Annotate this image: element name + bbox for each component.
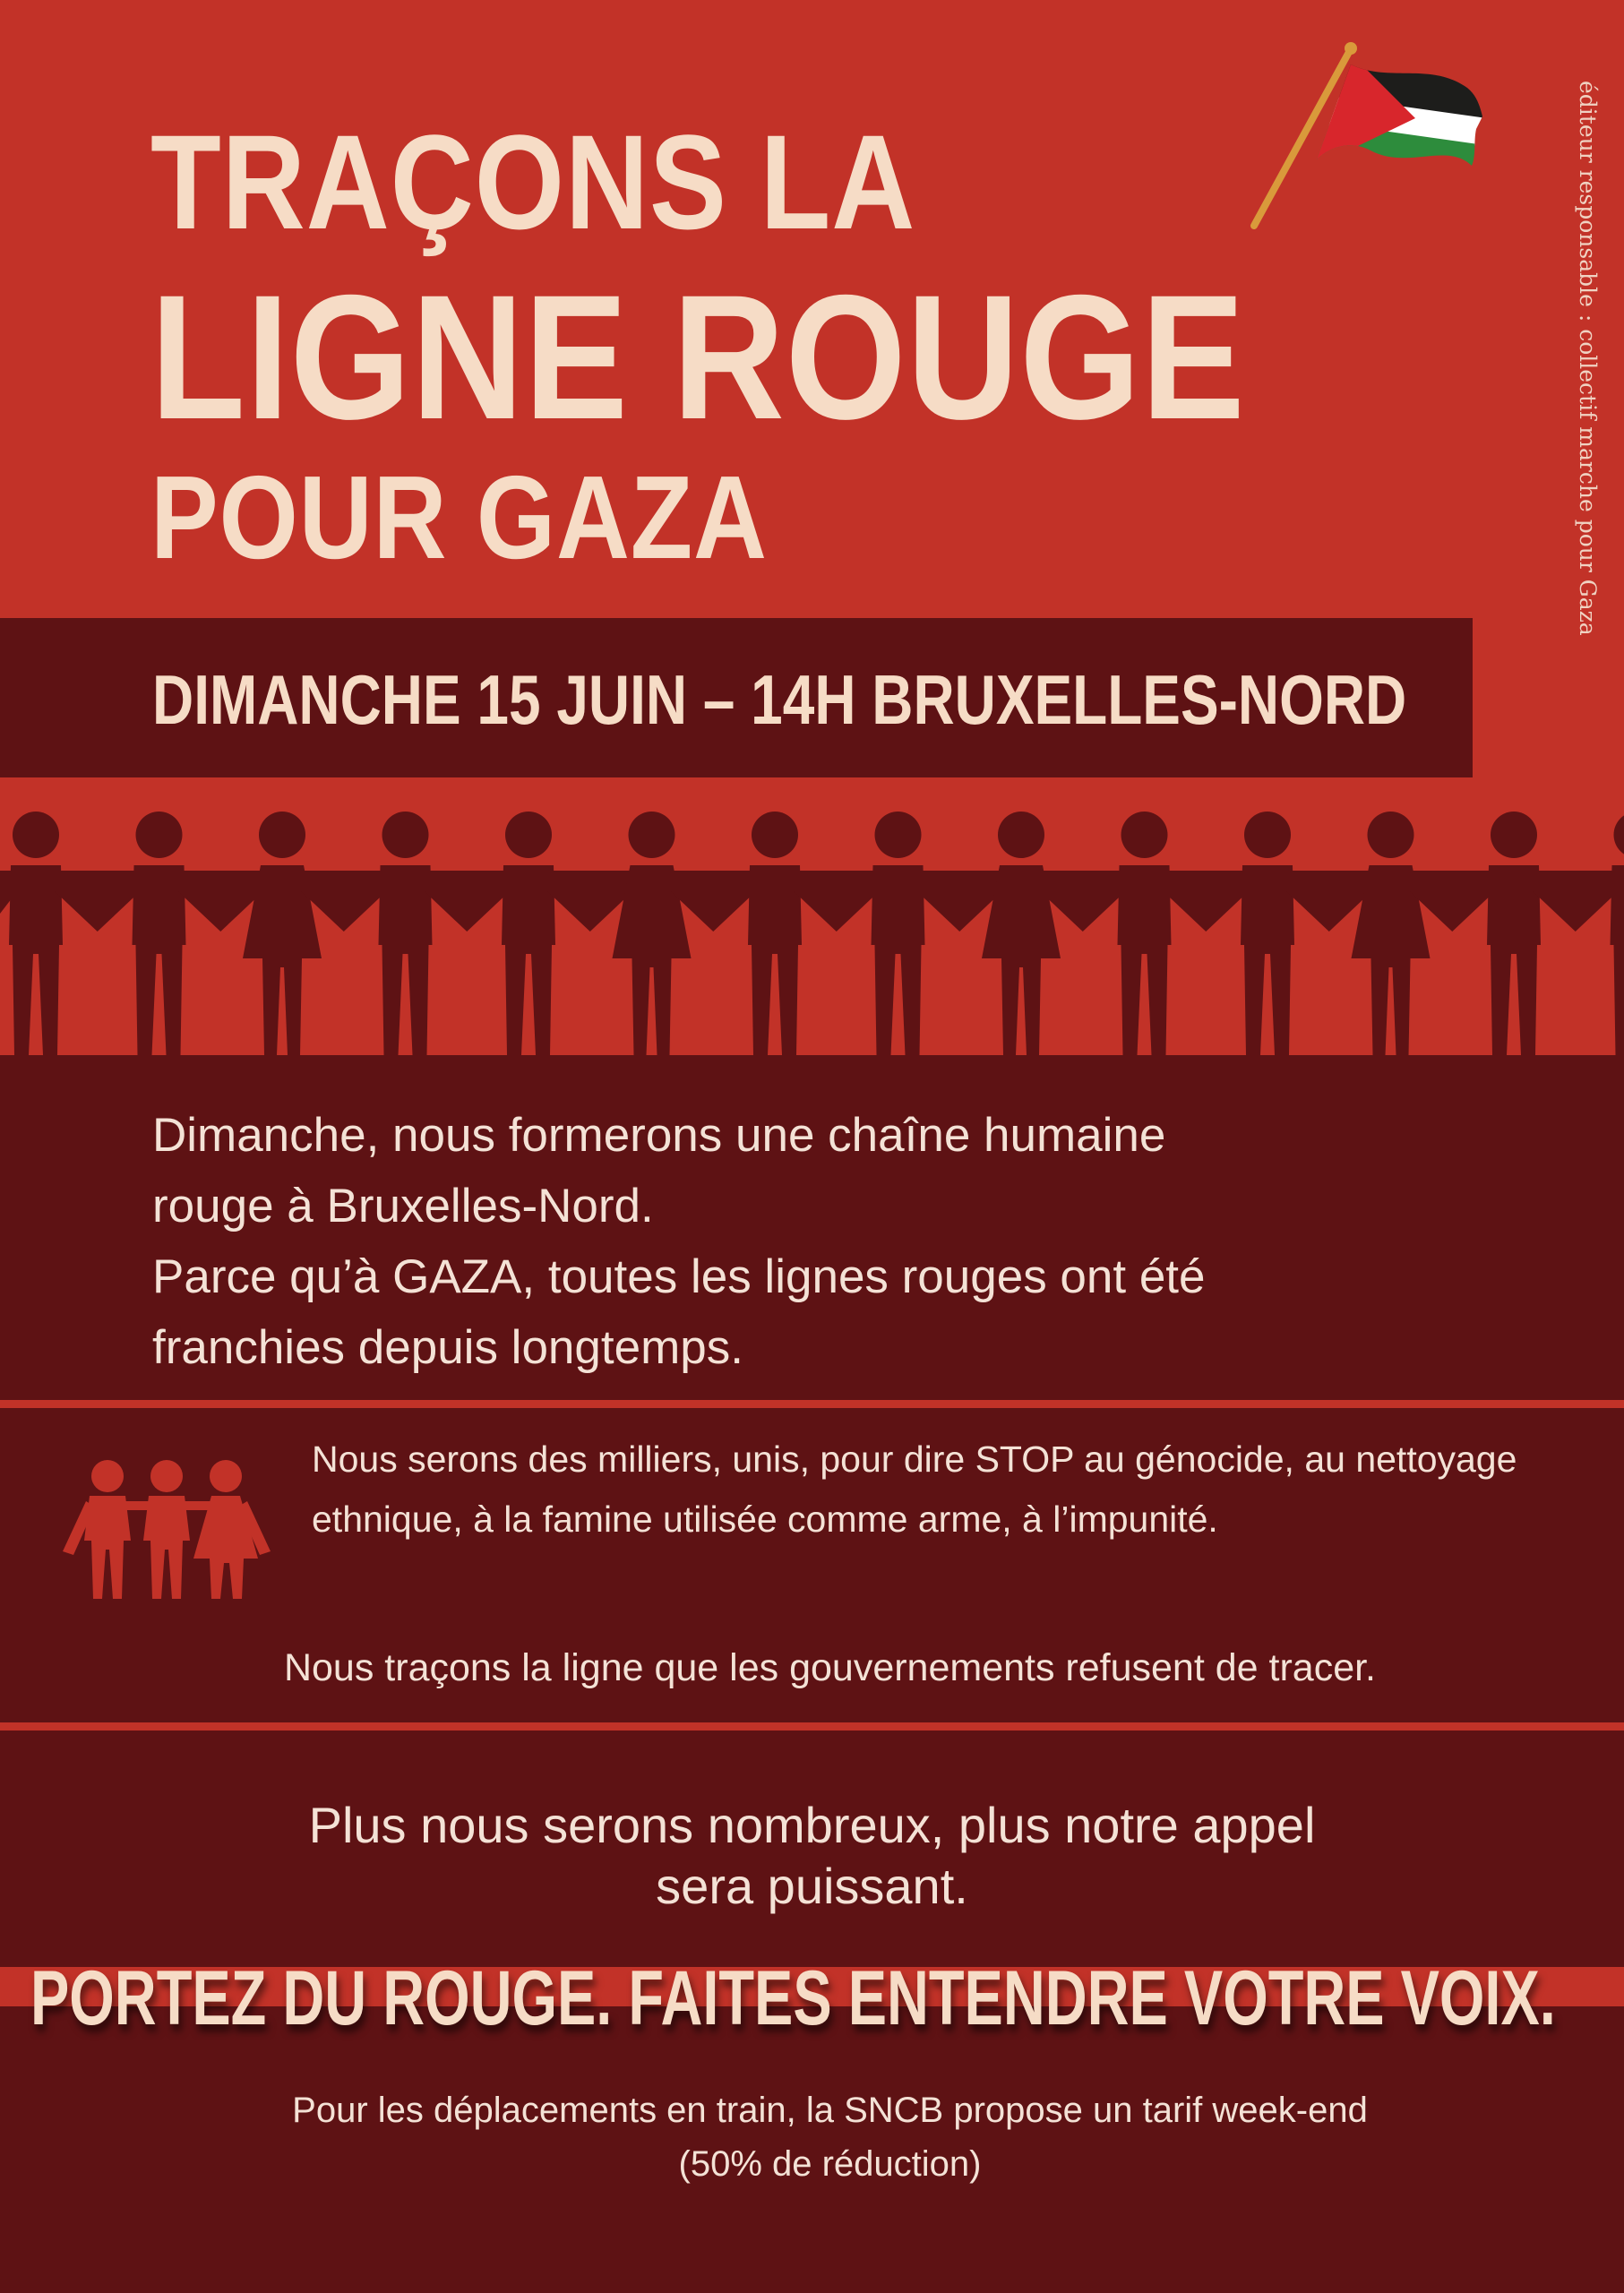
chain-figure: [1118, 812, 1250, 1055]
chain-figure: [1487, 812, 1620, 1055]
chain-figure: [9, 812, 142, 1055]
numbers-paragraph: [0, 1795, 1624, 1917]
chain-figure: [748, 812, 881, 1055]
title-line-3: POUR GAZA: [150, 451, 768, 583]
numbers-line-2: sera puissant.: [656, 1858, 968, 1914]
flag-finial: [1345, 42, 1357, 55]
divider-line-2: [0, 1722, 1624, 1730]
numbers-line-1: Plus nous serons nombreux, plus notre appel: [308, 1797, 1316, 1853]
call-to-action: PORTEZ DU ROUGE. FAITES ENTENDRE VOTRE VOIX.: [30, 1955, 1556, 2041]
chain-figure: [243, 812, 388, 1055]
chain-figure: [379, 812, 511, 1055]
train-note-line-2: (50% de réduction): [678, 2144, 982, 2184]
chain-figure: [982, 812, 1127, 1055]
train-note-line-1: Pour les déplacements en train, la SNCB propose un tarif week-end: [292, 2091, 1368, 2130]
divider-line-1: [0, 1400, 1624, 1408]
chain-figure: [1611, 812, 1624, 1055]
title-line-2: LIGNE ROUGE: [150, 258, 1246, 456]
intro-line-4: franchies depuis longtemps.: [152, 1321, 743, 1374]
human-chain-icon: [0, 797, 1624, 1066]
intro-paragraph: [152, 1100, 1550, 1383]
chain-figure: [133, 812, 265, 1055]
chain-figure: [1352, 812, 1497, 1055]
governments-paragraph: Nous traçons la ligne que les gouvernements refusent de tracer.: [283, 1646, 1377, 1689]
intro-line-3: Parce qu’à GAZA, toutes les lignes rouges ont été: [152, 1250, 1206, 1303]
chain-figure: [502, 812, 634, 1055]
intro-line-2: rouge à Bruxelles-Nord.: [152, 1180, 654, 1232]
editor-credit: éditeur responsable : collectif marche pour Gaza: [1575, 81, 1601, 636]
palestinian-flag-icon: [1245, 36, 1505, 242]
date-banner-text: DIMANCHE 15 JUIN – 14H BRUXELLES-NORD: [152, 660, 1407, 739]
chain-figure: [613, 812, 758, 1055]
chain-figure: [1241, 812, 1373, 1055]
intro-line-1: Dimanche, nous formerons une chaîne humaine: [152, 1109, 1166, 1162]
title-line-1: TRAÇONS LA: [150, 107, 916, 257]
train-note: [0, 2083, 1624, 2191]
people-group-icon: [59, 1451, 274, 1603]
stop-paragraph: Nous serons des milliers, unis, pour dire STOP au génocide, au nettoyage ethnique, à la famine utilisée comme arme, à l’impunité.: [312, 1438, 1517, 1540]
chain-figure: [872, 812, 1004, 1055]
